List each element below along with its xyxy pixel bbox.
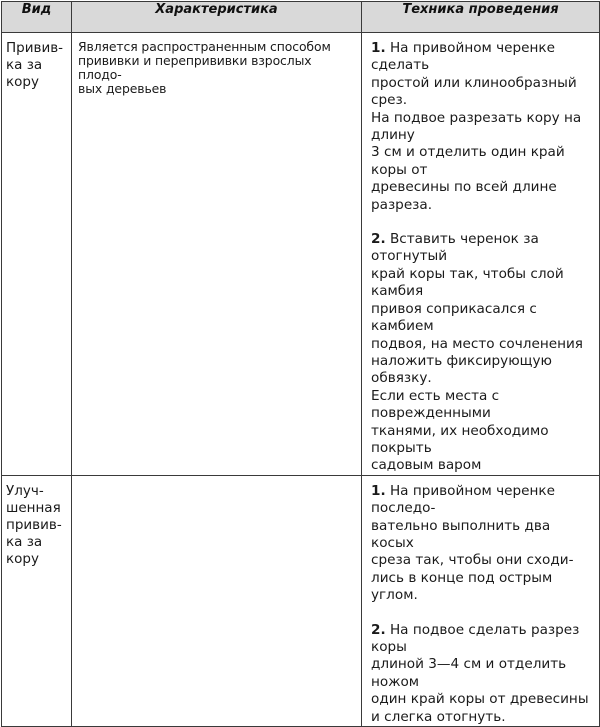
table-row [2,475,600,726]
step-number: 2. [371,231,386,248]
row-kind-text: Привив- ка за кору [6,40,64,90]
technique-step [371,622,595,726]
table-row [2,33,600,476]
step-text: Вставить черенок за отогнутый край коры так, чтобы слой камбия привоя соприкасался с камбием подвоя, на место сочленения наложить фиксирующую обвязку. Если есть места с поврежденными тканями, их необходимо покрыть садовым варом [371,231,583,474]
row-kind-cell [2,33,72,476]
technique-steps [362,476,599,726]
step-text: На привойном черенке сделать простой или клинообразный срез. На подвое разрезать кору на длину 3 см и отделить один край коры от древесины по всей длине разреза. [371,40,582,213]
row-description-text: Является распространенным способом прививки и перепрививки взрослых плодо- вых деревьев [78,39,331,96]
row-description-cell [72,33,362,476]
technique-steps [362,33,599,475]
step-number: 2. [371,621,386,638]
step-text: На подвое сделать разрез коры длиной 3—4 см и отделить ножом один край коры от древесины и слегка отогнуть. [371,621,589,725]
row-kind-text: Улуч- шенная привив- ка за кору [6,482,62,567]
table-header-row [2,2,600,33]
technique-step [371,231,595,475]
step-number: 1. [371,40,386,56]
row-description-text [72,476,361,483]
header-technique: Техника проведения [362,2,600,33]
technique-step [371,40,595,214]
header-kind: Вид [2,2,72,33]
row-technique-cell [362,33,600,476]
row-kind-cell [2,475,72,726]
step-text: На привойном черенке последо- вательно выполнить два косых среза так, чтобы они сходи- лись в конце под острым углом. [371,482,574,604]
grafting-table [1,1,600,727]
row-description-cell [72,475,362,726]
technique-step [371,483,595,605]
step-number: 1. [371,482,386,499]
row-technique-cell [362,475,600,726]
header-description: Характеристика [72,2,362,33]
